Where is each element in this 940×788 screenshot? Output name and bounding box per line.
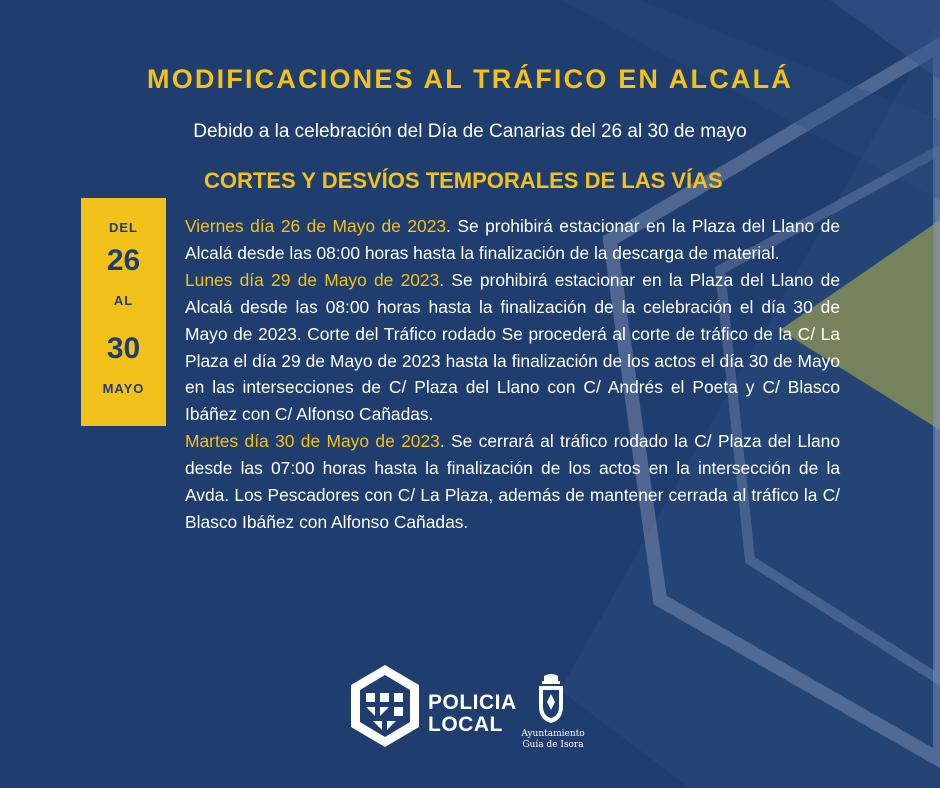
notice-text: . Se cerrará al tráfico rodado la C/ Plaza del Llano desde las 07:00 horas hasta la finalización de los actos en la intersección de la Avda. Los Pescadores con C/ La Plaza, además de mantener cerrada al tráfico la C/ Blasco Ibáñez con Alfonso Cañadas. xyxy=(185,431,841,532)
notice-date: Viernes día 26 de Mayo de 2023 xyxy=(185,216,447,236)
policia-local-logo-icon xyxy=(349,663,421,749)
page-title: MODIFICACIONES AL TRÁFICO EN ALCALÁ xyxy=(147,64,793,94)
notice-text: . Se prohibirá estacionar en la Plaza del Llano de Alcalá desde las 08:00 horas hasta la finalización de la celebración el día 30 de Mayo de 2023. Corte del Tráfico rodado Se procederá al corte de tráfico de la C/ La Plaza el día 29 de Mayo de 2023 hasta la finalización de los actos el día 30 de Mayo en las intersecciones de C/ Plaza del Llano con C/ Andrés el Poeta y C/ Blasco Ibáñez con C/ Alfonso Cañadas. xyxy=(185,269,840,425)
date-end: 30 xyxy=(106,332,141,365)
notice-paragraph xyxy=(185,428,840,536)
date-start: 26 xyxy=(106,244,141,277)
municipality-label: Guía de Isora xyxy=(522,740,584,750)
ayuntamiento-label: Ayuntamiento xyxy=(521,729,585,739)
local-label: LOCAL xyxy=(428,713,503,736)
date-month: MAYO xyxy=(102,381,145,396)
notice-date: Martes día 30 de Mayo de 2023 xyxy=(185,431,440,452)
date-badge xyxy=(81,198,166,426)
date-del-label: DEL xyxy=(109,220,138,235)
notice-body xyxy=(185,213,840,536)
subtitle: Debido a la celebración del Día de Canarias del 26 al 30 de mayo xyxy=(193,121,747,142)
date-al-label: AL xyxy=(113,293,134,308)
section-title: CORTES Y DESVÍOS TEMPORALES DE LAS VÍAS xyxy=(204,168,723,193)
guia-de-isora-crest-icon xyxy=(536,672,566,724)
notice-paragraph xyxy=(185,213,840,267)
policia-label: POLICIA xyxy=(428,691,517,714)
notice-paragraph xyxy=(185,267,840,428)
notice-date: Lunes día 29 de Mayo de 2023 xyxy=(185,269,440,290)
notice-text: . Se prohibirá estacionar en la Plaza del Llano de Alcalá desde las 08:00 horas hasta la finalización de la descarga de material. xyxy=(185,216,840,263)
